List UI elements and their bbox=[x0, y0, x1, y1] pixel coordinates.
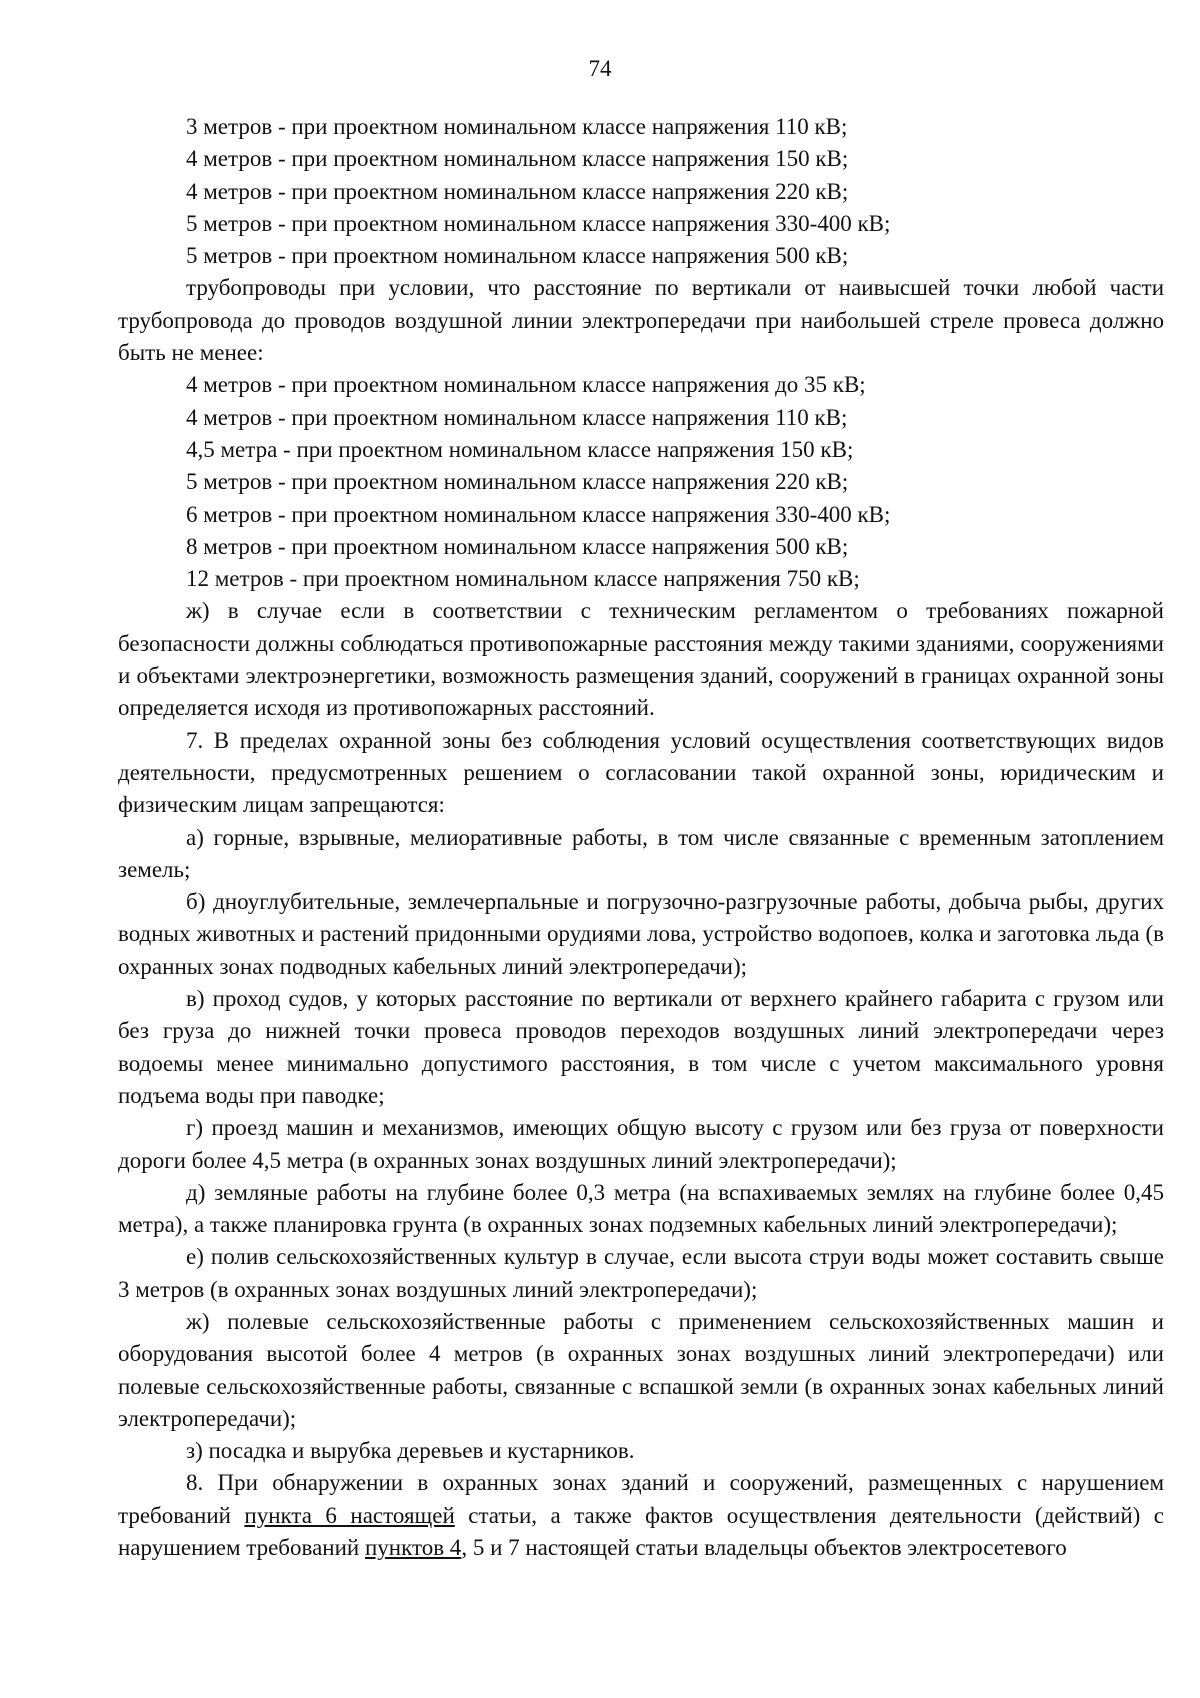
item-zh-paragraph: ж) полевые сельскохозяйственные работы с применением сельскохозяйственных машин и оборудования высотой более 4 метров (в охранных зонах воздушных линий электропередачи) или полевые сельскохозяйственные работы, связанные с вспашкой земли (в охранных зонах кабельных линий электропередачи); bbox=[118, 1308, 1164, 1431]
item-g-paragraph: г) проезд машин и механизмов, имеющих общую высоту с грузом или без груза от поверхности дороги более 4,5 метра (в охранных зонах воздушных линий электропередачи); bbox=[118, 1115, 1164, 1173]
section-8-text: статьи, а также фактов осуществления деятельности (действий) с нарушением требований bbox=[118, 1502, 1164, 1561]
section-8-text: , 5 и 7 настоящей статьи владельцы объектов электросетевого bbox=[461, 1535, 1067, 1561]
item-e-paragraph: е) полив сельскохозяйственных культур в случае, если высота струи воды может составить свыше 3 метров (в охранных зонах воздушных линий электропередачи); bbox=[118, 1244, 1164, 1302]
distance-line: 4 метров - при проектном номинальном классе напряжения до 35 кВ; bbox=[186, 372, 866, 398]
distance-line: 5 метров - при проектном номинальном классе напряжения 500 кВ; bbox=[186, 243, 849, 269]
distance-line: 4 метров - при проектном номинальном классе напряжения 110 кВ; bbox=[186, 404, 848, 430]
distance-line: 6 метров - при проектном номинальном классе напряжения 330-400 кВ; bbox=[186, 501, 891, 527]
distance-line: 8 метров - при проектном номинальном классе напряжения 500 кВ; bbox=[186, 533, 849, 559]
distance-line: 5 метров - при проектном номинальном классе напряжения 220 кВ; bbox=[186, 469, 849, 495]
pipelines-paragraph: трубопроводы при условии, что расстояние по вертикали от наивысшей точки любой части трубопровода до проводов воздушной линии электропередачи при наибольшей стреле провеса должно быть не менее: bbox=[118, 275, 1164, 366]
item-b-paragraph: б) дноуглубительные, землечерпальные и погрузочно-разгрузочные работы, добыча рыбы, других водных животных и растений придонными орудиями лова, устройство водопоев, колка и заготовка льда (в охранных зонах подводных кабельных линий электропередачи); bbox=[118, 889, 1164, 979]
item-a-paragraph: а) горные, взрывные, мелиоративные работы, в том числе связанные с временным затоплением земель; bbox=[118, 824, 1164, 882]
fire-safety-paragraph: ж) в случае если в соответствии с техническим регламентом о требованиях пожарной безопасности должны соблюдаться противопожарные расстояния между такими зданиями, сооружениями и объектами электроэнергетики, возможность размещения зданий, сооружений в границах охранной зоны определяется исходя из противопожарных расстояний. bbox=[118, 598, 1164, 721]
distance-line: 12 метров - при проектном номинальном классе напряжения 750 кВ; bbox=[186, 566, 860, 592]
distance-line: 4,5 метра - при проектном номинальном классе напряжения 150 кВ; bbox=[186, 436, 854, 462]
distance-line: 3 метров - при проектном номинальном классе напряжения 110 кВ; bbox=[186, 114, 848, 139]
link-clause-4[interactable]: пунктов 4 bbox=[364, 1535, 462, 1561]
page-number: 74 bbox=[588, 56, 612, 81]
item-v-paragraph: в) проход судов, у которых расстояние по вертикали от верхнего крайнего габарита с грузом или без груза до нижней точки провеса проводов переходов воздушных линий электропередачи через водоемы менее минимально допустимого расстояния, в том числе с учетом максимального уровня подъема воды при паводке; bbox=[118, 986, 1164, 1108]
link-clause-6[interactable]: пункта 6 настоящей bbox=[244, 1502, 455, 1528]
distance-line: 4 метров - при проектном номинальном классе напряжения 220 кВ; bbox=[186, 178, 849, 204]
section-7-paragraph: 7. В пределах охранной зоны без соблюдения условий осуществления соответствующих видов деятельности, предусмотренных решением о согласовании такой охранной зоны, юридическим и физическим лицам запрещаются: bbox=[118, 727, 1164, 818]
distance-line: 4 метров - при проектном номинальном классе напряжения 150 кВ; bbox=[186, 146, 849, 172]
distance-line: 5 метров - при проектном номинальном классе напряжения 330-400 кВ; bbox=[186, 210, 891, 236]
document-body bbox=[118, 111, 1164, 1564]
section-8-paragraph bbox=[118, 1467, 1164, 1564]
item-d-paragraph: д) земляные работы на глубине более 0,3 метра (на вспахиваемых землях на глубине более 0,45 метра), а также планировка грунта (в охранных зонах подземных кабельных линий электропередачи); bbox=[118, 1179, 1164, 1238]
section-8-text: 8. При обнаружении в охранных зонах зданий и сооружений, размещенных с нарушением требований bbox=[118, 1470, 1164, 1528]
item-z-paragraph: з) посадка и вырубка деревьев и кустарников. bbox=[186, 1438, 635, 1464]
